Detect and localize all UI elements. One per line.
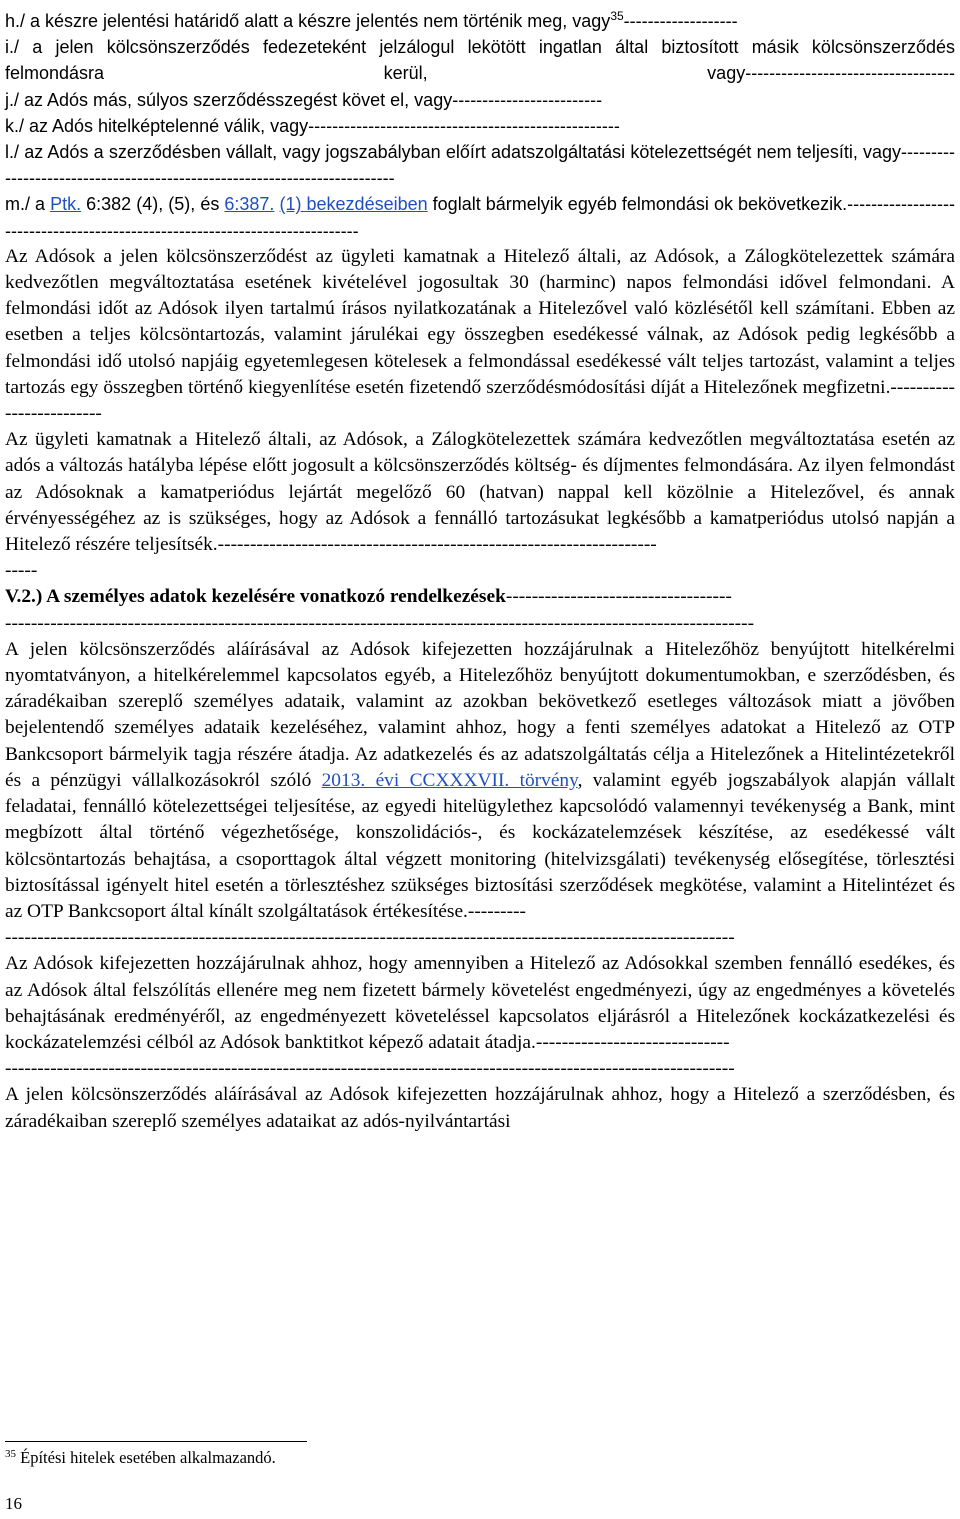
paragraph-registry-consent: A jelen kölcsönszerződés aláírásával az Adósok kifejezetten hozzájárulnak ahhoz, hogy a Hitelező a szerződésben, és záradékaiban szereplő személyes adataikat az adós-nyilvántartási xyxy=(5,1084,955,1132)
item-l: l./ az Adós a szerződésben vállalt, vagy jogszabályban előírt adatszolgáltatási kötelezettségét nem teljesíti, vagy-------------------------------------------------------------------------- xyxy=(5,142,955,189)
item-i: i./ a jelen kölcsönszerződés fedezeteként jelzálogul lekötött ingatlan által biztosított másik kölcsönszerződés felmondásra kerül, vagy----------------------------------- xyxy=(5,37,955,84)
item-m-prefix: m./ a xyxy=(5,194,51,215)
page-number: 16 xyxy=(5,1494,22,1513)
dash-line: ----------------------------------------------------------------------------------------------------------------- xyxy=(5,1058,735,1080)
item-h-dash: ------------------- xyxy=(623,11,738,31)
dash-line: ----------------------------------------------------------------------------------------------------------------- xyxy=(5,927,735,949)
footnote xyxy=(5,1447,705,1469)
section-heading-dash: ----------------------------------- xyxy=(505,586,732,608)
paragraph-termination-notice: Az Adósok a jelen kölcsönszerződést az ügyleti kamatnak a Hitelező általi, az Adósok, a Zálogkötelezettek számára kedvezőtlen megváltoztatása esetének kivételével jogosultak 30 (harminc) napos felmondási idővel felmondani. A felmondási időt az Adósok ilyen tartalmú írásos nyilatkozatának a Hitelezővel való közlésétől kell számítani. Ebben az esetben a teljes kölcsöntartozás, valamint járulékai egy összegben esedékessé válnak, az Adósok pedig legkésőbb a felmondási idő utolsó napjáig egyetemlegesen kötelesek a felmondással esedékessé vált teljes tartozást, valamint a teljes tartozás egy összegben történő kiegyenlítése esetén fizetendő szerződésmódosítási díját a Hitelezőnek megfizetni.------------------------- xyxy=(5,245,955,425)
paragraph-assignment-consent: Az Adósok kifejezetten hozzájárulnak ahhoz, hogy amennyiben a Hitelező az Adósokkal szemben fennálló esedékes, és az Adósok által felszólítás ellenére meg nem fizetett bármely követelést engedményezi, úgy az engedményes a követelés behajtásának eredményéről, az engedményezett követeléssel kapcsolatos eljárásról a Hitelezőnek kockázatkezelési és kockázatelemzési célból az Adósok banktitkot képező adatait átadja.------------------------------ xyxy=(5,953,955,1053)
paragraph-dash-tail: ----- xyxy=(5,560,38,582)
item-m-mid: 6:382 (4), (5), és xyxy=(81,194,225,215)
item-h xyxy=(5,8,955,34)
bekezdes-link[interactable]: (1) bekezdéseiben xyxy=(279,194,428,215)
item-m-rest: foglalt bármelyik egyéb felmondási ok bekövetkezik.----------------------------------------------------------------------------- xyxy=(5,194,955,241)
section-heading xyxy=(5,584,955,610)
law-2013-link[interactable]: 2013. évi CCXXXVII. törvény xyxy=(321,769,578,791)
footnote-ref-35[interactable]: 35 xyxy=(610,9,624,23)
section-heading-text: V.2.) A személyes adatok kezelésére vonatkozó rendelkezések xyxy=(5,586,506,608)
document-page xyxy=(5,8,955,1135)
paragraph-data-consent xyxy=(5,637,955,925)
footnote-text: Építési hitelek esetében alkalmazandó. xyxy=(16,1448,276,1467)
dash-line: -------------------------------------------------------------------------------------------------------------------- xyxy=(5,612,755,634)
footnote-number: 35 xyxy=(5,1448,16,1460)
item-j: j./ az Adós más, súlyos szerződésszegést követ el, vagy------------------------- xyxy=(5,89,603,110)
item-h-text: h./ a készre jelentési határidő alatt a készre jelentés nem történik meg, vagy xyxy=(5,11,611,31)
paragraph-data-consent-b: , valamint egyéb jogszabályok alapján vállalt feladatai, fennálló kötelezettségei teljesítése, az egyedi hitelügylethez kapcsolódó valamennyi tevékenység a Bank, mint megbízott által történő végezhetősége, konszolidációs-, és kockázatelemzések készítése, az esedékessé vált kölcsöntartozás behajtása, a csoporttagok által végzett monitoring (hitelvizsgálati) tevékenység elősegítése, törlesztési biztosítással igényelt hitel esetén a törlesztéshez szükséges biztosítási szerződések megkötése, valamint a Hitelintézet és az OTP Bankcsoport által kínált szolgáltatások értékesítése.--------- xyxy=(5,769,955,922)
paragraph-interest-change: Az ügyleti kamatnak a Hitelező általi, az Adósok, a Zálogkötelezettek számára kedvezőtlen megváltoztatása esetén az adós a változás hatályba lépése előtt jogosult a kölcsönszerződés költség- és díjmentes felmondására. Az ilyen felmondást az Adósoknak a kamatperiódus lejártát megelőző 60 (hatvan) nappal kell közölnie a Hitelezővel, és annak érvényességéhez az is szükséges, hogy az Adósok a fennálló tartozásukat legkésőbb a kamatperiódus utolsó napján a Hitelező részére teljesítsék.-------------------------------------------------------------------- xyxy=(5,429,955,556)
item-k: k./ az Adós hitelképtelenné válik, vagy---------------------------------------------------- xyxy=(5,115,620,136)
footnote-divider xyxy=(5,1441,307,1442)
paragraph-data-consent-a: A jelen kölcsönszerződés aláírásával az Adósok kifejezetten hozzájárulnak a Hitelezőhöz benyújtott hitelkérelmi nyomtatványon, a hitelkérelemmel kapcsolatos egyéb, a Hitelezőhöz benyújtott dokumentumokban, e szerződésben, és záradékaiban szereplő személyes adataik, valamint az azokban bekövetkező esetleges változások miatt a jövőben bejelentendő személyes adataik kezeléséhez, valamint ahhoz, hogy a fenti személyes adatokat a Hitelező az OTP Bankcsoport bármelyik tagja részére átadja. Az adatkezelés és az adatszolgáltatás célja a Hitelezőnek a Hitelintézetekről és a pénzügyi vállalkozásokról szóló xyxy=(5,638,955,791)
item-m xyxy=(5,191,955,243)
ptk-6-387-link[interactable]: 6:387. xyxy=(224,194,275,215)
ptk-link[interactable]: Ptk. xyxy=(50,194,82,215)
